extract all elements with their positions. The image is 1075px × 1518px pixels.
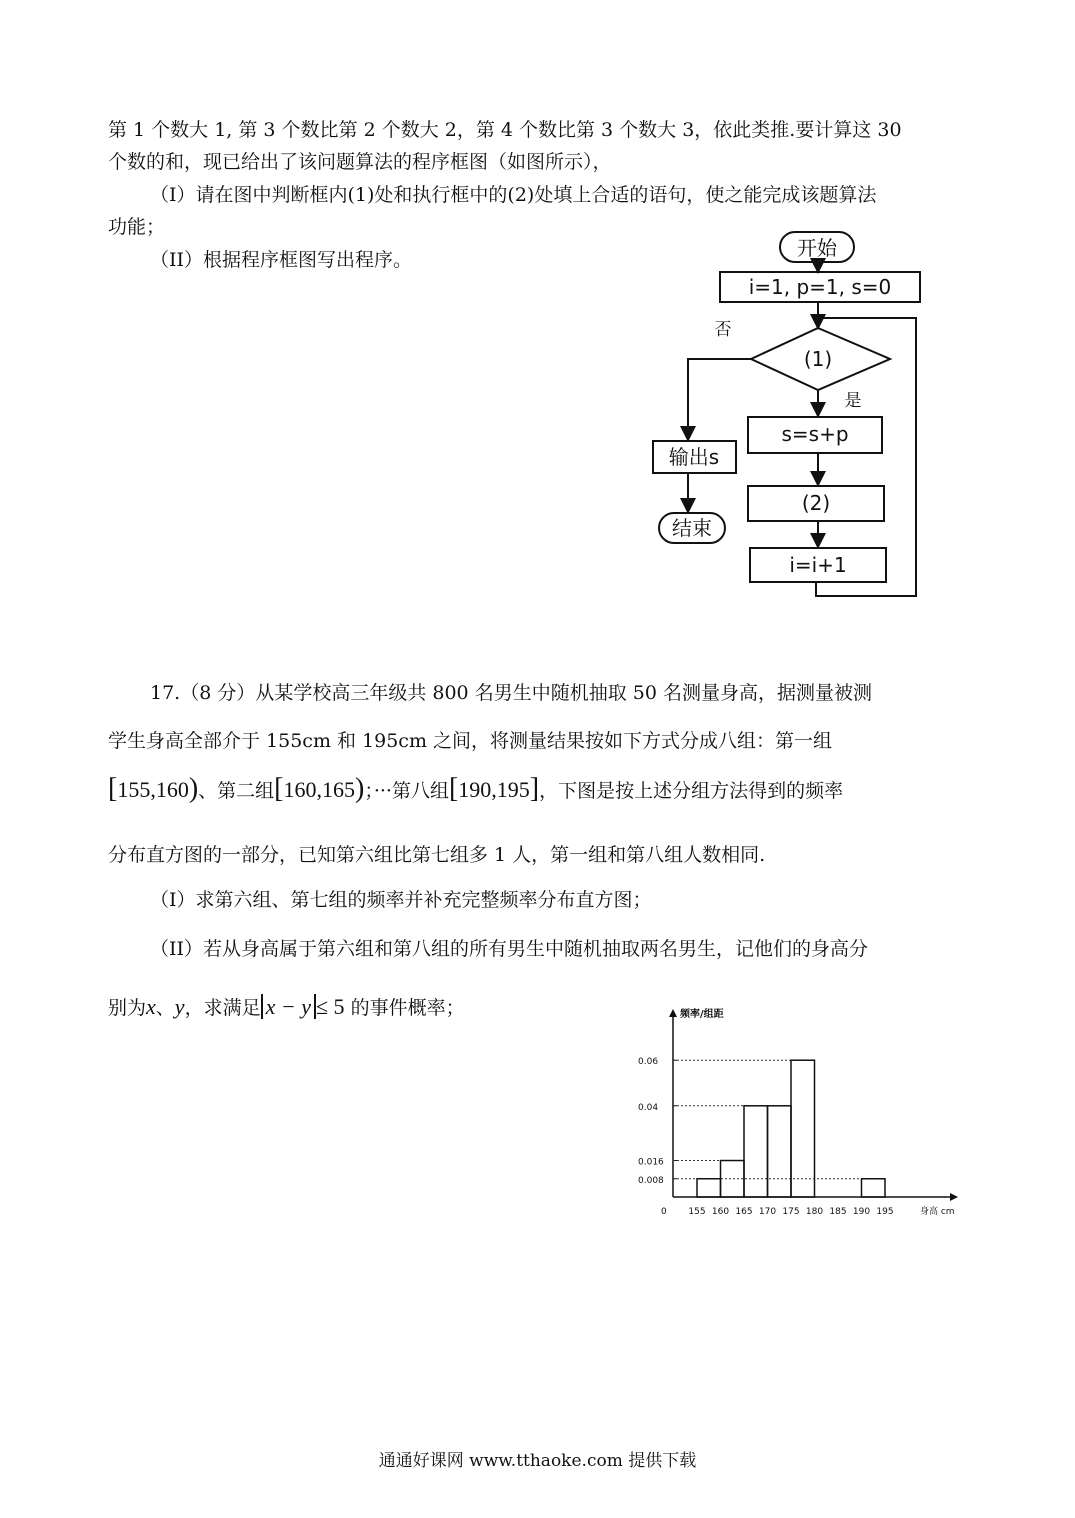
y-tick-label: 0.008: [638, 1175, 664, 1186]
output-label: 输出s: [668, 445, 720, 469]
x-tick-label: 175: [782, 1207, 800, 1217]
abs-expr: [261, 994, 316, 1019]
start-label: 开始: [797, 236, 837, 260]
problem16-part2: （II）根据程序框图写出程序。: [150, 249, 413, 271]
problem17-line7-sep: 、: [155, 997, 175, 1019]
init-label: i=1, p=1, s=0: [748, 275, 892, 299]
interval-1: 155,160: [117, 777, 189, 802]
var-y: y: [174, 994, 185, 1019]
problem17-line1: 17.（8 分）从某学校高三年级共 800 名男生中随机抽取 50 名测量身高，据测量被测: [150, 682, 872, 704]
abs-expr-text: x − y: [265, 994, 311, 1019]
histogram-bar: [768, 1106, 792, 1197]
bracket-open: [: [448, 773, 459, 804]
problem17-line3-text1: 、第二组: [198, 780, 275, 802]
bracket-close: ]: [529, 773, 540, 804]
problem17-line7-text-a: 别为: [108, 997, 147, 1019]
inequality: ≤ 5: [315, 994, 345, 1019]
problem17-line3: [108, 773, 844, 804]
x-axis-arrow: [950, 1193, 958, 1201]
x-tick-label: 165: [735, 1207, 753, 1217]
interval-3: 190,195: [458, 777, 530, 802]
x-tick-label: 160: [711, 1207, 730, 1217]
x-tick-label: 185: [829, 1207, 847, 1217]
x-tick-label: 180: [805, 1207, 824, 1217]
step-increment-label: i=i+1: [789, 553, 847, 577]
paren-close: ): [355, 773, 365, 804]
problem16-line2: 个数的和，现已给出了该问题算法的程序框图（如图所示），: [108, 151, 612, 173]
y-axis-arrow: [669, 1009, 677, 1017]
problem17-line7-text-d: 的事件概率；: [344, 997, 465, 1019]
histogram-bar: [697, 1179, 721, 1197]
problem16-part1-cont: 功能；: [108, 216, 166, 238]
histogram-bar: [862, 1179, 886, 1197]
no-label: 否: [714, 320, 732, 340]
interval-2: 160,165: [283, 777, 355, 802]
y-tick-label: 0.04: [638, 1102, 659, 1113]
histogram-bar: [791, 1060, 815, 1197]
condition-label: (1): [803, 347, 833, 371]
problem17-line2: 学生身高全部介于 155cm 和 195cm 之间，将测量结果按如下方式分成八组：第一组: [108, 730, 833, 752]
bracket-open: [: [108, 773, 118, 804]
origin-label: 0: [661, 1207, 667, 1217]
step-sum-label: s=s+p: [781, 422, 849, 446]
var-x: x: [146, 994, 156, 1019]
paren-close: ): [188, 773, 199, 804]
y-tick-label: 0.06: [638, 1057, 659, 1068]
end-label: 结束: [672, 516, 712, 540]
y-axis-label: 频率/组距: [680, 1009, 724, 1020]
histogram-bar: [721, 1161, 745, 1197]
x-tick-label: 155: [688, 1207, 706, 1217]
y-tick-label: 0.016: [638, 1157, 664, 1168]
problem17-line3-text2: ；···第八组: [364, 780, 449, 802]
bracket-open: [: [274, 773, 284, 804]
histogram-bar: [744, 1106, 768, 1197]
x-tick-label: 170: [758, 1207, 777, 1217]
yes-label: 是: [844, 391, 862, 411]
footer: 通通好课网 www.tthaoke.com 提供下载: [378, 1451, 697, 1471]
problem17-line7-text-b: ，求满足: [184, 997, 261, 1019]
x-axis-label: 身高 cm: [920, 1207, 955, 1217]
problem17-part1: （I）求第六组、第七组的频率并补充完整频率分布直方图；: [150, 889, 652, 911]
problem17-line7: [108, 995, 465, 1020]
problem17-part2: （II）若从身高属于第六组和第八组的所有男生中随机抽取两名男生，记他们的身高分: [150, 938, 869, 960]
histogram: [620, 1005, 970, 1220]
step-2-label: (2): [801, 491, 831, 515]
x-tick-label: 195: [876, 1207, 894, 1217]
flowchart: [640, 222, 940, 607]
x-tick-label: 190: [852, 1207, 871, 1217]
problem17-line4: 分布直方图的一部分，已知第六组比第七组多 1 人，第一组和第八组人数相同.: [108, 844, 766, 866]
problem17-line3-text3: ，下图是按上述分组方法得到的频率: [539, 780, 844, 802]
problem16-part1: （I）请在图中判断框内(1)处和执行框中的(2)处填上合适的语句，使之能完成该题算法: [150, 184, 877, 206]
problem16-line1: 第 1 个数大 1, 第 3 个数比第 2 个数大 2，第 4 个数比第 3 个数大 3，依此类推.要计算这 30: [108, 119, 902, 141]
